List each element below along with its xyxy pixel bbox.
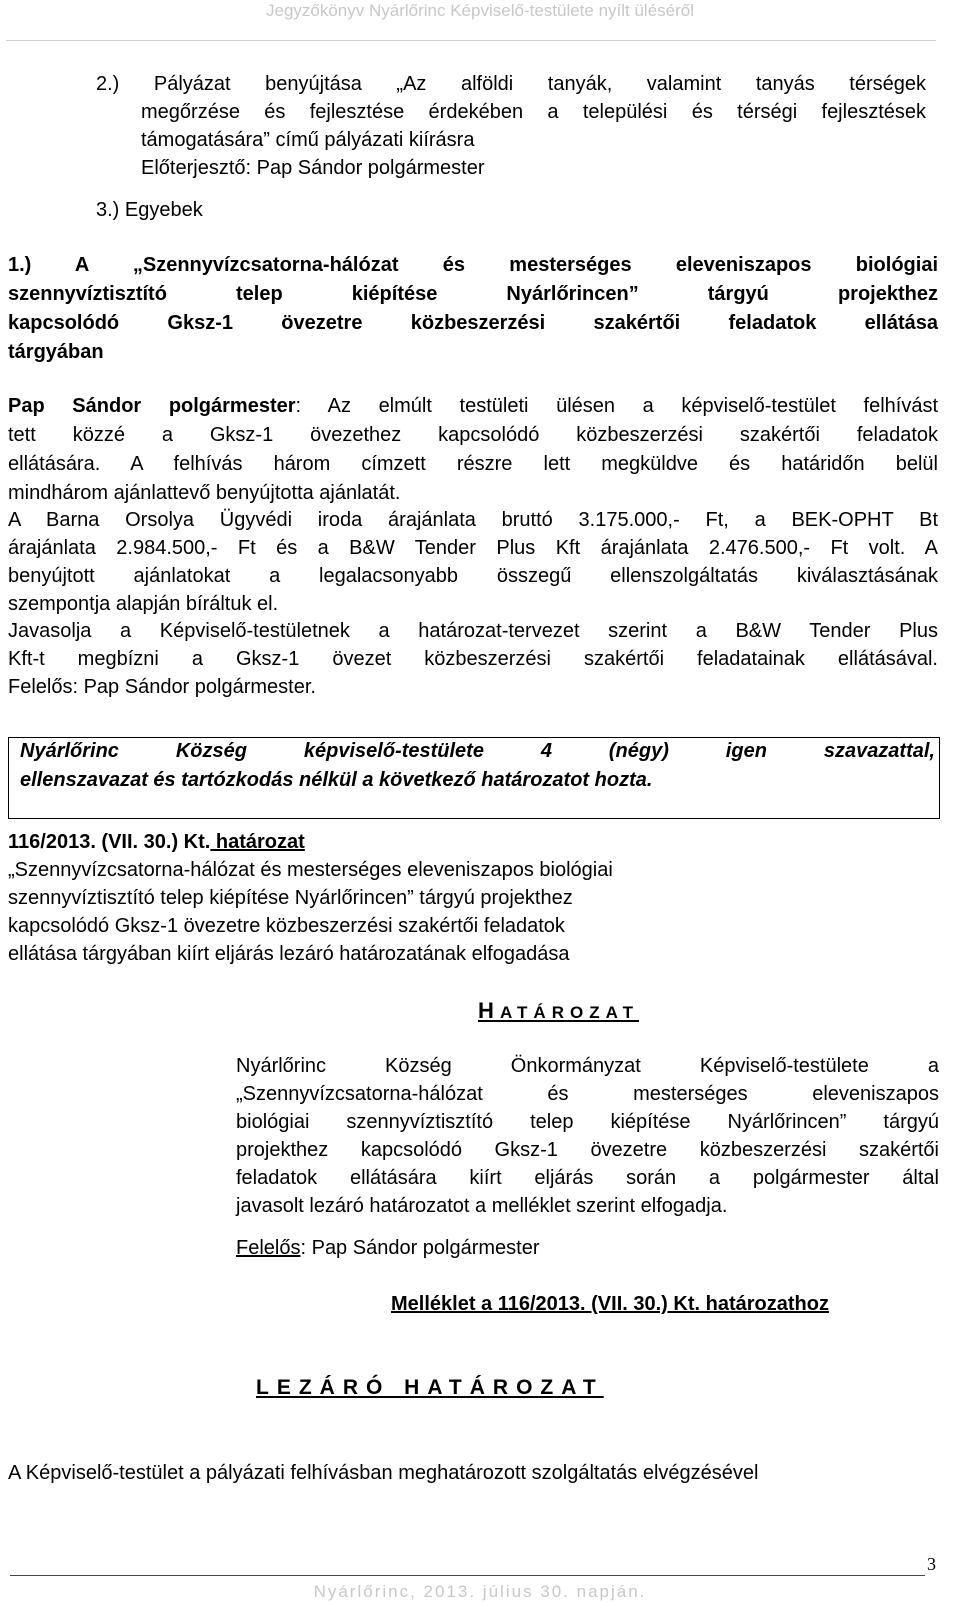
resolution-subject-line4: ellátása tárgyában kiírt eljárás lezáró határozatának elfogadása: [8, 943, 570, 965]
speech-line-3: ellátására. A felhívás három címzett részre lett megküldve és határidőn belül: [8, 453, 938, 475]
resolution-body-line6: javasolt lezáró határozatot a melléklet szerint elfogadja.: [236, 1195, 728, 1217]
speech-line-2: tett közzé a Gksz-1 övezethez kapcsolódó közbeszerzési szakértői feladatok: [8, 424, 938, 446]
speech-line-6: árajánlata 2.984.500,- Ft és a B&W Tender Plus Kft árajánlata 2.476.500,- Ft volt. A: [8, 537, 938, 559]
speech-line-4: mindhárom ajánlattevő benyújtotta ajánlatát.: [8, 482, 401, 504]
resolution-body-line1: Nyárlőrinc Község Önkormányzat Képviselő-testülete a: [236, 1055, 939, 1077]
running-header: Jegyzőkönyv Nyárlőrinc Képviselő-testülete nyílt üléséről: [265, 1, 695, 20]
agenda-item-2-line1: 2.) Pályázat benyújtása „Az alföldi tanyák, valamint tanyás térségek: [96, 73, 926, 95]
agenda-item-3: 3.) Egyebek: [96, 199, 203, 221]
agenda-item-2-line2: megőrzése és fejlesztése érdekében a települési és térségi fejlesztések: [141, 101, 926, 123]
speech-line-11: Felelős: Pap Sándor polgármester.: [8, 676, 316, 698]
page-number: 3: [927, 1554, 936, 1574]
resolution-subject-line2: szennyvíztisztító telep kiépítése Nyárlőrincen” tárgyú projekthez: [8, 887, 573, 909]
annex-heading: LEZÁRÓ HATÁROZAT: [256, 1376, 604, 1399]
speech-line-8: szempontja alapján bíráltuk el.: [8, 593, 279, 615]
topic-1-heading-line3: kapcsolódó Gksz-1 övezetre közbeszerzési szakértői feladatok ellátása: [8, 312, 938, 334]
resolution-heading: H ATÁROZAT: [478, 998, 639, 1023]
speech-line-5: A Barna Orsolya Ügyvédi iroda árajánlata bruttó 3.175.000,- Ft, a BEK-OPHT Bt: [8, 509, 938, 531]
speech-line-10: Kft-t megbízni a Gksz-1 övezet közbeszerzési szakértői feladatainak ellátásával.: [8, 648, 938, 670]
running-footer: Nyárlőrinc, 2013. július 30. napján.: [313, 1582, 647, 1601]
resolution-body-line5: feladatok ellátására kiírt eljárás során a polgármester által: [236, 1167, 939, 1189]
resolution-responsible: Felelős: Pap Sándor polgármester: [236, 1237, 540, 1259]
topic-1-heading-line2: szennyvíztisztító telep kiépítése Nyárlőrincen” tárgyú projekthez: [8, 283, 938, 305]
agenda-item-2-presenter: Előterjesztő: Pap Sándor polgármester: [141, 157, 485, 179]
topic-1-heading-line1: 1.) A „Szennyvízcsatorna-hálózat és mesterséges eleveniszapos biológiai: [8, 254, 938, 276]
vote-line-2: ellenszavazat és tartózkodás nélkül a következő határozatot hozta.: [20, 769, 653, 791]
speech-line-7: benyújtott ajánlatokat a legalacsonyabb összegű ellenszolgáltatás kiválasztásának: [8, 565, 938, 587]
resolution-body-line3: biológiai szennyvíztisztító telep kiépítése Nyárlőrincen” tárgyú: [236, 1111, 939, 1133]
speech-line-1: Pap Sándor polgármester: Az elmúlt testületi ülésen a képviselő-testület felhívást: [8, 395, 938, 417]
topic-1-heading-line4: tárgyában: [8, 341, 104, 363]
resolution-subject-line1: „Szennyvízcsatorna-hálózat és mesterséges eleveniszapos biológiai: [8, 859, 613, 881]
vote-line-1: Nyárlőrinc Község képviselő-testülete 4 (négy) igen szavazattal,: [20, 740, 935, 762]
speech-line-9: Javasolja a Képviselő-testületnek a határozat-tervezet szerint a B&W Tender Plus: [8, 620, 938, 642]
speaker-name: Pap Sándor polgármester: [8, 395, 296, 417]
resolution-subject-line3: kapcsolódó Gksz-1 övezetre közbeszerzési szakértői feladatok: [8, 915, 565, 937]
header-rule: [6, 40, 936, 41]
footer-rule: [10, 1575, 925, 1576]
resolution-body-line2: „Szennyvízcsatorna-hálózat és mesterséges eleveniszapos: [236, 1083, 939, 1105]
resolution-number: 116/2013. (VII. 30.) Kt. határozat: [8, 831, 305, 853]
resolution-body-line4: projekthez kapcsolódó Gksz-1 övezetre közbeszerzési szakértői: [236, 1139, 939, 1161]
annex-title: Melléklet a 116/2013. (VII. 30.) Kt. határozathoz: [391, 1293, 829, 1315]
agenda-item-2-line3: támogatására” című pályázati kiírásra: [141, 129, 475, 151]
annex-first-line: A Képviselő-testület a pályázati felhívásban meghatározott szolgáltatás elvégzésével: [8, 1462, 759, 1484]
